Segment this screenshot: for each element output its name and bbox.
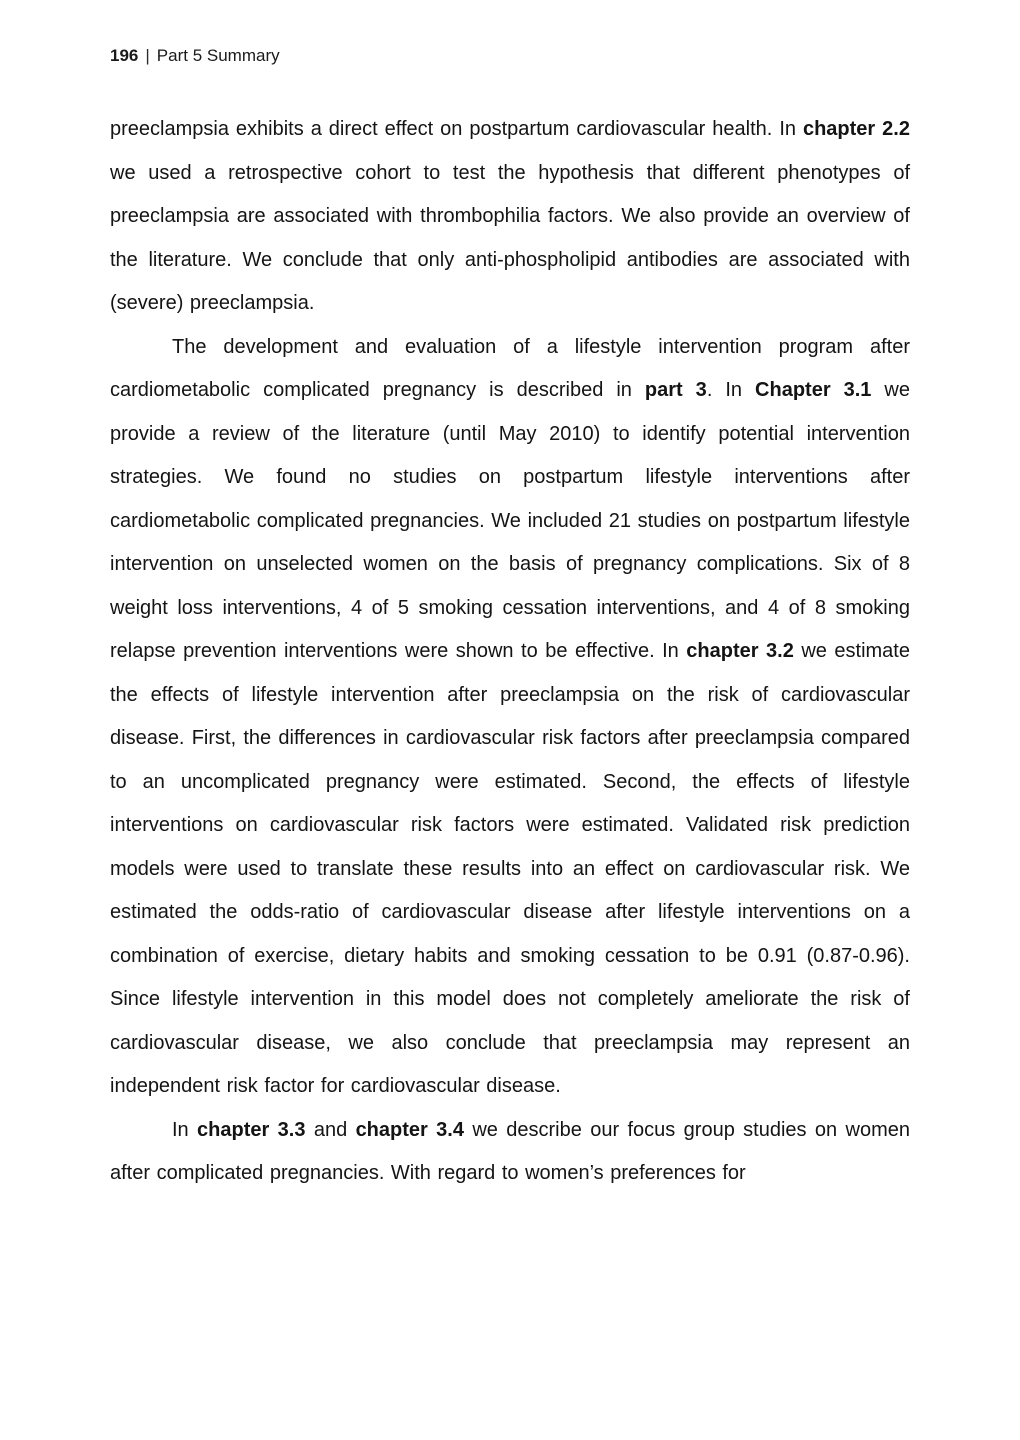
header-separator: | [145, 46, 150, 65]
text-run: preeclampsia exhibits a direct effect on postpartum cardiovascular health. In [110, 118, 803, 140]
header-title: Part 5 Summary [156, 46, 280, 65]
bold-text-run: part 3 [644, 379, 707, 401]
bold-text-run: chapter 3.2 [686, 640, 794, 662]
page-number: 196 [110, 46, 139, 65]
page-header [110, 46, 910, 66]
paragraph [110, 326, 910, 1109]
paragraph [110, 108, 910, 326]
body-text [110, 108, 910, 1196]
bold-text-run: chapter 3.4 [355, 1118, 464, 1141]
text-run: and [305, 1118, 356, 1141]
text-run: we describe our focus group studies on women after complicated pregnancies. With regard to women’s preferences for [110, 1118, 910, 1184]
text-run: we used a retrospective cohort to test the hypothesis that different phenotypes of preeclampsia are associated with thrombophilia factors. We also provide an overview of the literature. We conclude that only anti-phospholipid antibodies are associated with (severe) preeclampsia. [110, 161, 910, 314]
bold-text-run: chapter 3.3 [197, 1118, 306, 1141]
paragraph [110, 1109, 910, 1196]
text-run: In [172, 1118, 198, 1141]
bold-text-run: Chapter 3.1 [755, 379, 872, 401]
text-run: we estimate the effects of lifestyle intervention after preeclampsia on the risk of cardiovascular disease. First, the differences in cardiovascular risk factors after preeclampsia compared to an uncomplicated pregnancy were estimated. Second, the effects of lifestyle interventions on cardiovascular risk factors were estimated. Validated risk prediction models were used to translate these results into an effect on cardiovascular risk. We estimated the odds-ratio of cardiovascular disease after lifestyle interventions on a combination of exercise, dietary habits and smoking cessation to be 0.91 (0.87-0.96). Since lifestyle intervention in this model does not completely ameliorate the risk of cardiovascular disease, we also conclude that preeclampsia may represent an independent risk factor for cardiovascular disease. [110, 640, 910, 1097]
bold-text-run: chapter 2.2 [802, 118, 910, 140]
text-run: we provide a review of the literature (until May 2010) to identify potential intervention strategies. We found no studies on postpartum lifestyle interventions after cardiometabolic complicated pregnancies. We included 21 studies on postpartum lifestyle intervention on unselected women on the basis of pregnancy complications. Six of 8 weight loss interventions, 4 of 5 smoking cessation interventions, and 4 of 8 smoking relapse prevention interventions were shown to be effective. In [110, 379, 910, 662]
text-run: . In [706, 379, 756, 401]
text-run: The development and evaluation of a lifestyle intervention program after cardiometabolic complicated pregnancy is described in [110, 335, 910, 401]
